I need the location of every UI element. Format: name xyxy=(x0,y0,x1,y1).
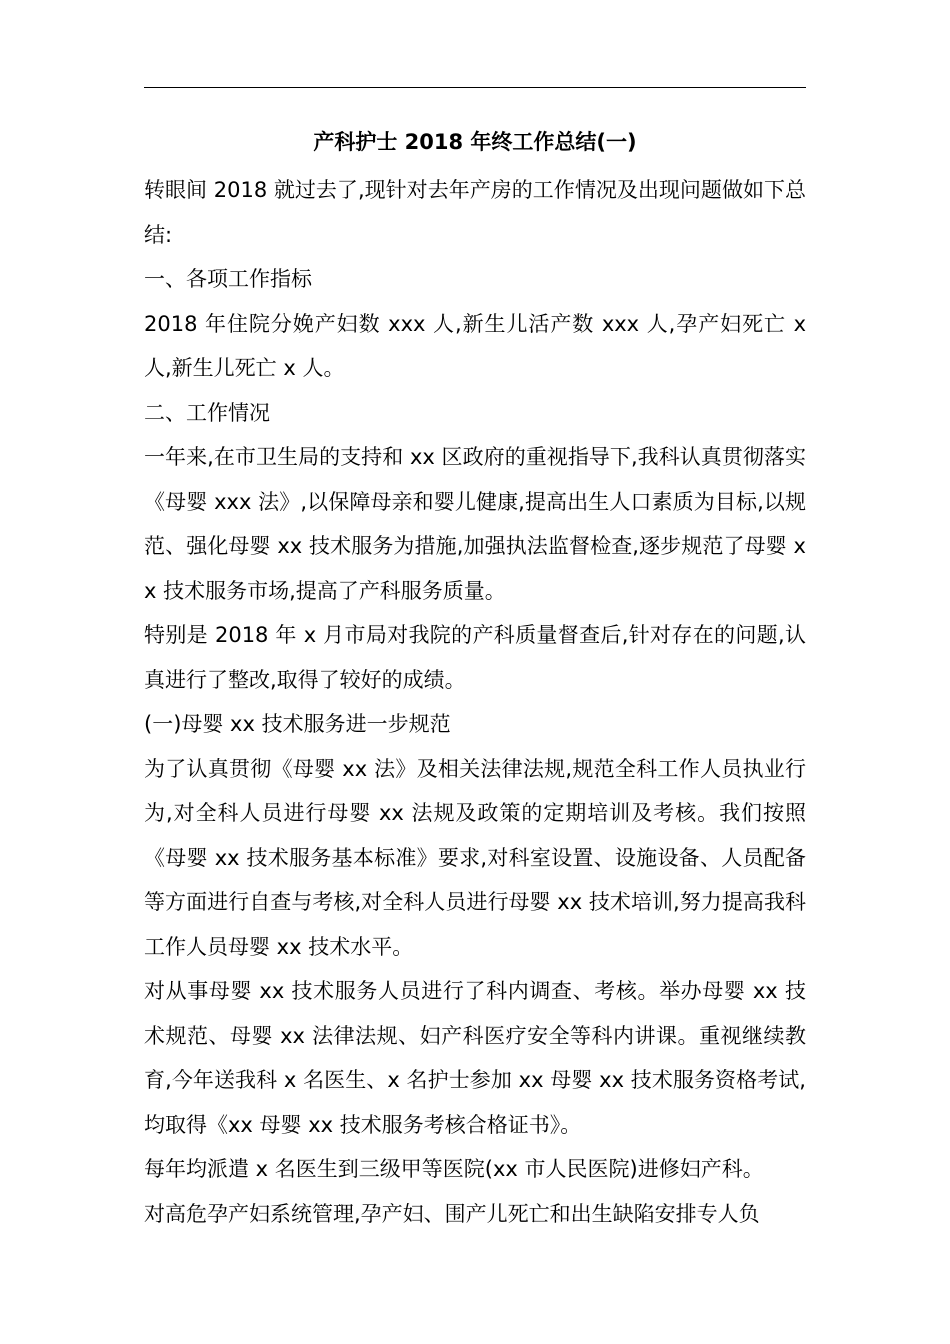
document-body xyxy=(144,168,806,1236)
document-title: 产科护士 2018 年终工作总结(一) xyxy=(313,130,637,154)
paragraph-high-risk: 对高危孕产妇系统管理,孕产妇、围产儿死亡和出生缺陷安排专人负 xyxy=(144,1201,760,1226)
paragraph-further-study: 每年均派遣 x 名医生到三级甲等医院(xx 市人民医院)进修妇产科。 xyxy=(144,1157,764,1181)
subsection-heading-1: (一)母婴 xx 技术服务进一步规范 xyxy=(144,712,451,736)
paragraph-assessment: 对从事母婴 xx 技术服务人员进行了科内调查、考核。举办母婴 xx 技术规范、母婴 xx 法律法规、妇产科医疗安全等科内讲课。重视继续教育,今年送我科 x 名医生、x 名护士参加 xx 母婴 xx 技术服务资格考试,均取得《xx 母婴 xx 技术服务考核合格证书》。 xyxy=(144,979,806,1137)
paragraph-indicators: 2018 年住院分娩产妇数 xxx 人,新生儿活产数 xxx 人,孕产妇死亡 x 人,新生儿死亡 x 人。 xyxy=(144,311,806,380)
section-heading-2: 二、工作情况 xyxy=(144,400,270,425)
section-heading-1: 一、各项工作指标 xyxy=(144,267,312,291)
header-rule xyxy=(144,87,806,88)
paragraph-overview: 一年来,在市卫生局的支持和 xx 区政府的重视指导下,我科认真贯彻落实《母婴 xxx 法》,以保障母亲和婴儿健康,提高出生人口素质为目标,以规范、强化母婴 xx 技术服务为措施,加强执法监督检查,逐步规范了母婴 xx 技术服务市场,提高了产科服务质量。 xyxy=(144,445,806,603)
paragraph-intro: 转眼间 2018 就过去了,现针对去年产房的工作情况及出现问题做如下总结: xyxy=(144,178,806,247)
paragraph-training: 为了认真贯彻《母婴 xx 法》及相关法律法规,规范全科工作人员执业行为,对全科人员进行母婴 xx 法规及政策的定期培训及考核。我们按照《母婴 xx 技术服务基本标准》要求,对科室设置、设施设备、人员配备等方面进行自查与考核,对全科人员进行母婴 xx 技术培训,努力提高我科工作人员母婴 xx 技术水平。 xyxy=(144,756,806,959)
paragraph-inspection: 特别是 2018 年 x 月市局对我院的产科质量督查后,针对存在的问题,认真进行了整改,取得了较好的成绩。 xyxy=(144,623,806,692)
